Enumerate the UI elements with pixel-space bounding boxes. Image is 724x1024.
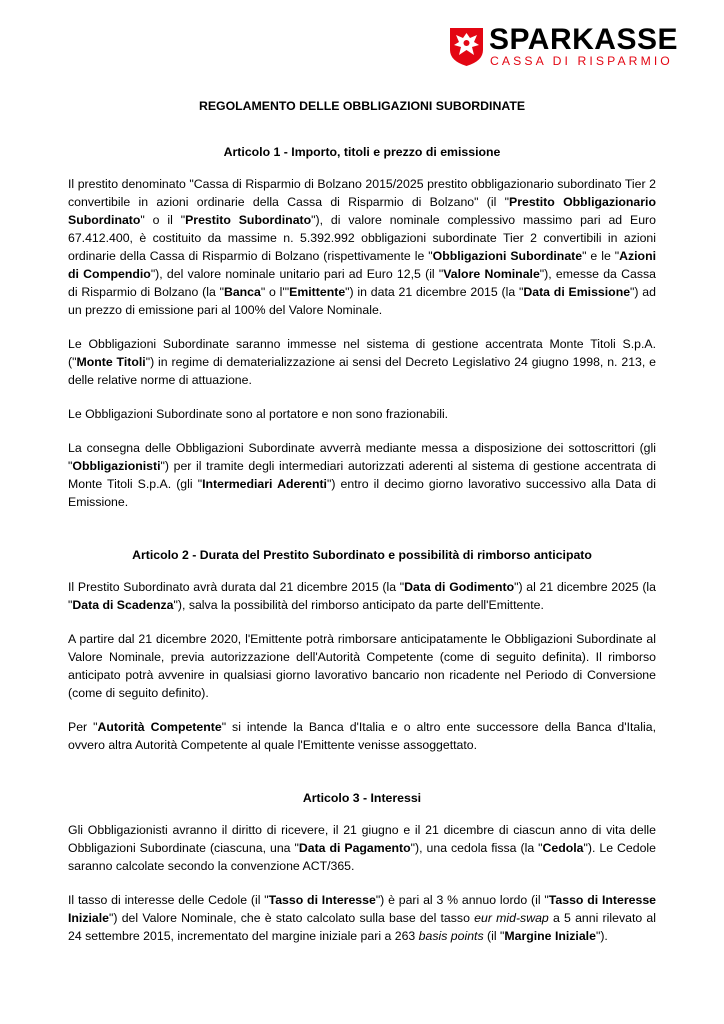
article-1-paragraph-3: Le Obbligazioni Subordinate sono al portatore e non sono frazionabili.: [68, 407, 449, 421]
article-1: [68, 143, 656, 511]
article-2-paragraph-3: Per "Autorità Competente" si intende la Banca d'Italia e o altro ente successore della Banca d'Italia, ovvero altra Autorità Competente al quale l'Emittente venisse assoggettato.: [68, 720, 656, 752]
logo-subtitle: CASSA DI RISPARMIO: [490, 54, 673, 68]
article-2-paragraph-1: Il Prestito Subordinato avrà durata dal 21 dicembre 2015 (la "Data di Godimento") al 21 dicembre 2025 (la "Data di Scadenza"), salva la possibilità del rimborso anticipato da parte dell'Emittente.: [68, 580, 656, 612]
article-3-paragraph-2: Il tasso di interesse delle Cedole (il "Tasso di Interesse") è pari al 3 % annuo lordo (il "Tasso di Interesse Iniziale") del Valore Nominale, che è stato calcolato sulla base del tasso eur mid-swap a 5 anni rilevato al 24 settembre 2015, incrementato del margine iniziale pari a 263 basis points (il "Margine Iniziale").: [68, 893, 656, 943]
article-2-title: Articolo 2 - Durata del Prestito Subordinato e possibilità di rimborso anticipato: [132, 548, 592, 562]
article-3-paragraph-1: Gli Obbligazionisti avranno il diritto di ricevere, il 21 giugno e il 21 dicembre di ciascun anno di vita delle Obbligazioni Subordinate (ciascuna, una "Data di Pagamento"), una cedola fissa (la "Cedola"). Le Cedole saranno calcolate secondo la convenzione ACT/365.: [68, 823, 656, 873]
article-1-paragraph-4: La consegna delle Obbligazioni Subordinate avverrà mediante messa a disposizione dei sottoscrittori (gli "Obbligazionisti") per il tramite degli intermediari autorizzati aderenti al sistema di gestione accentrata di Monte Titoli S.p.A. (gli "Intermediari Aderenti") entro il decimo giorno lavorativo successivo alla Data di Emissione.: [68, 441, 657, 509]
article-3: [68, 789, 656, 945]
article-2-paragraph-2: A partire dal 21 dicembre 2020, l'Emittente potrà rimborsare anticipatamente le Obbligazioni Subordinate al Valore Nominale, previa autorizzazione dell'Autorità Competente (come di seguito definita). Il rimborso anticipato potrà avvenire in qualsiasi giorno lavorativo bancario non ricadente nel Periodo di Conversione (come di seguito definito).: [68, 632, 656, 700]
sparkasse-emblem-icon: [450, 28, 483, 66]
sparkasse-logo: [450, 23, 678, 68]
document-title: REGOLAMENTO DELLE OBBLIGAZIONI SUBORDINATE: [198, 99, 526, 113]
article-1-paragraph-2: Le Obbligazioni Subordinate saranno immesse nel sistema di gestione accentrata Monte Titoli S.p.A. ("Monte Titoli") in regime di dematerializzazione ai sensi del Decreto Legislativo 24 giugno 1998, n. 213, e delle relative norme di attuazione.: [68, 337, 656, 387]
document-body: [68, 97, 656, 961]
logo-name: SPARKASSE: [489, 23, 678, 56]
article-1-paragraph-1: Il prestito denominato "Cassa di Risparmio di Bolzano 2015/2025 prestito obbligazionario subordinato Tier 2 convertibile in azioni ordinarie della Cassa di Risparmio di Bolzano" (il "Prestito Obbligazionario Subordinato" o il "Prestito Subordinato"), di valore nominale complessivo massimo pari ad Euro 67.412.400, è costituito da massime n. 5.392.992 obbligazioni subordinate Tier 2 convertibili in azioni ordinarie della Cassa di Risparmio di Bolzano (rispettivamente le "Obbligazioni Subordinate" e le "Azioni di Compendio"), del valore nominale unitario pari ad Euro 12,5 (il "Valore Nominale"), emesse da Cassa di Risparmio di Bolzano (la "Banca" o l'"Emittente") in data 21 dicembre 2015 (la "Data di Emissione") ad un prezzo di emissione pari al 100% del Valore Nominale.: [68, 177, 656, 317]
article-1-title: Articolo 1 - Importo, titoli e prezzo di emissione: [223, 145, 501, 159]
article-3-title: Articolo 3 - Interessi: [302, 791, 422, 805]
article-2: [68, 546, 656, 754]
